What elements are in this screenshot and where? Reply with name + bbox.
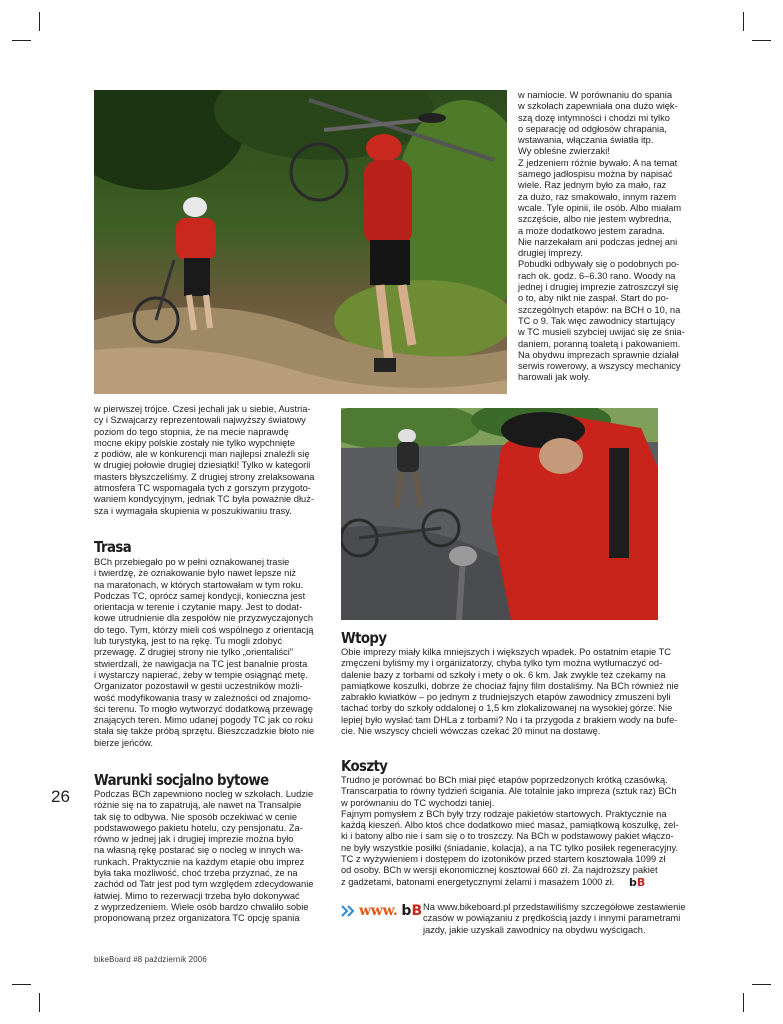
warunki-heading: Warunki socjalno bytowe xyxy=(94,771,269,789)
text-line: Podczas TC, oprócz samej kondycji, konieczna jest xyxy=(94,590,306,601)
text-line: równo w jednej jak i drugiej imprezie można było xyxy=(94,834,294,845)
text-line: szczęście, albo nie jestem wybredna, xyxy=(518,214,672,225)
koszty-end-logo: bB xyxy=(629,876,646,889)
crop-mark xyxy=(752,40,771,41)
text-line: pamiątkowe koszulki, dobrze że chociaż fajny film dostaliśmy. Na BCh również nie xyxy=(341,680,679,691)
text-line: przewagę. Z drugiej strony nie tylko „orientaliści” xyxy=(94,647,293,658)
text-line: cie. Nie wszyscy chcieli wówczas czekać 20 minut na dostawę. xyxy=(341,726,601,737)
text-line: Podczas BCh zapewniono nocleg w szkołach. Ludzie xyxy=(94,789,314,799)
text-line: daniem, poranną toaletą i pakowaniem. xyxy=(518,338,681,349)
text-line: i twierdzę, że oznakowanie było nawet lepsze niż xyxy=(94,568,297,579)
text-line: cy i Szwajcarzy reprezentowali najwyższy światowy xyxy=(94,415,306,426)
crop-mark xyxy=(39,993,40,1012)
text-line: szczególnych etapów: na BCH o 10, na xyxy=(518,304,681,315)
text-line: Na obydwu imprezach sprawnie działał xyxy=(518,349,679,360)
text-line: drugiej imprezy. xyxy=(518,248,583,259)
text-line: zabrakło kwiatków – po jednym z trudniejszych etapów zawodnicy zmuszeni byli xyxy=(341,692,671,703)
text-line: Pobudki odbywały się o podobnych po- xyxy=(518,259,680,270)
text-line: samego jadłospisu można by napisać xyxy=(518,169,673,180)
photo-muddy-rider-road xyxy=(341,408,658,620)
photo-riders-carrying-bikes xyxy=(94,90,507,394)
text-line: Trudno je porównać bo BCh miał pięć etapów poprzedzonych krótką czasówką. xyxy=(341,775,668,785)
top-right-column xyxy=(518,90,685,384)
text-line: za dużo, raz smakowało, innym razem xyxy=(518,191,677,202)
wtopy-body xyxy=(341,647,679,737)
text-line: o separację od odgłosów chrapania, xyxy=(518,123,667,134)
koszty-heading: Koszty xyxy=(341,757,388,775)
koszty-body xyxy=(341,775,678,888)
text-line: Z jedzeniem różnie bywało. A na temat xyxy=(518,157,678,168)
bikeboard-logo: bB xyxy=(401,903,423,919)
wtopy-heading: Wtopy xyxy=(341,629,387,647)
double-chevron-icon xyxy=(341,905,355,917)
crop-mark xyxy=(12,40,31,41)
text-line: ki i batony albo nie i sam się o to troszczy. Na BCh w podstawowy pakiet włączo- xyxy=(341,831,674,842)
text-line: na maratonach, w których startowałam w tym roku. xyxy=(94,579,304,590)
text-line: sza i wymagała skupienia w poszukiwaniu trasy. xyxy=(94,505,292,516)
text-line: proponowaną przez organizatora TC opcję spania xyxy=(94,913,300,924)
text-line: Transcarpatia to równy tydzień ścigania. Ale totalnie jako impreza (sztuk raz) BCh xyxy=(341,786,677,797)
text-line: tak się to odbywa. Nie sposób oczekiwać w cenie xyxy=(94,811,298,822)
text-line: lepiej było wysłać tam DHLa z torbami? No i ta przygoda z brakiem wody na bufe- xyxy=(341,714,678,725)
www-label: www. xyxy=(359,903,398,919)
text-line: masters błyszczeliśmy. Z drugiej strony zrelaksowana xyxy=(94,471,315,482)
crop-mark xyxy=(752,984,771,985)
text-line: z podiów, ale w konkurencji man najlepsi znaleźli się xyxy=(94,449,310,460)
text-line: Obie imprezy miały kilka mniejszych i większych wpadek. Po ostatnim etapie TC xyxy=(341,647,671,657)
text-line: TC z wyżywieniem i dostępem do izotoników przed startem kosztowała 1099 zł xyxy=(341,854,666,865)
text-line: w szkołach zapewniała ona dużo więk- xyxy=(518,101,678,112)
text-line: od osoby. BCh w wersji ekonomicznej kosztował 660 zł. Za najdroższy pakiet xyxy=(341,865,658,876)
text-line: waniem kondycyjnym, jednak TC była poważnie dłuż- xyxy=(94,494,314,505)
page-footer: bikeBoard #8 październik 2006 xyxy=(94,955,207,964)
text-line: zmęczeni byliśmy my i organizatorzy, chyba tylko tym można wytłumaczyć od- xyxy=(341,658,663,669)
text-line: znających teren. Mimo udanej pogody TC jak co roku xyxy=(94,715,313,726)
text-line: wiele. Raz jednym było za mało, raz xyxy=(518,180,667,191)
text-line: wcale. Tyle opinii, ile osób. Albo miałam xyxy=(518,202,682,213)
text-line: rach ok. godz. 6–6.30 rano. Woody na xyxy=(518,270,676,281)
crop-mark xyxy=(743,12,744,31)
text-line: ne były wszystkie posiłki (śniadanie, kolacja), a na TC tylko posiłek regeneracyjny. xyxy=(341,842,679,853)
text-line: jednej i drugiej imprezie zatroszczył się xyxy=(518,282,679,293)
text-line: lub turystyką, jest to na rękę. Tu mogli zdobyć xyxy=(94,636,283,647)
text-line: mocne ekipy polskie zostały nie tylko wypchnięte xyxy=(94,437,296,448)
text-line: była taka możliwość, choć trzeba przyznać, że na xyxy=(94,868,298,879)
text-line: o to, aby nikt nie zaspał. Start do po- xyxy=(518,293,669,304)
text-line: z gadżetami, batonami energetycznymi żelami i masażem 1000 zł. xyxy=(341,876,615,887)
text-line: dalenie bazy z torbami od szkoły i mety o ok. 6 km. Jak zwykle też czekamy na xyxy=(341,669,666,680)
text-line: zachód od Tatr jest pod tym względem zdecydowanie xyxy=(94,879,314,890)
text-line: na własną rękę postarać się o nocleg w innych wa- xyxy=(94,845,304,856)
page-number: 26 xyxy=(51,787,70,806)
text-line: TC o 9. Tak więc zawodnicy startujący xyxy=(518,315,675,326)
text-line: bierze jeńców. xyxy=(94,737,153,748)
warunki-body xyxy=(94,789,313,925)
text-line: łatwiej. Mimo to rezerwacji trzeba było dokonywać xyxy=(94,890,300,901)
text-line: runkach. Praktycznie na każdym etapie obu imprez xyxy=(94,856,305,867)
text-line: w TC musieli szybciej uwijać się ze śnia- xyxy=(518,327,685,338)
text-line: stwierdzali, że nawigacja na TC jest banalnie prosta xyxy=(94,658,308,669)
text-line: ści terenu. To mogło wytworzyć dodatkową przewagę xyxy=(94,703,313,714)
text-line: czasów w powiązaniu z prędkością jazdy i innymi parametrami xyxy=(423,913,681,924)
left-intro-paragraph xyxy=(94,404,314,517)
text-line: w drugiej połowie drugiej dziesiątki! Tylko w kategorii xyxy=(94,460,311,471)
text-line: wość modyfikowania trasy w zależności od znajomo- xyxy=(94,692,312,703)
text-line: różnie się na to zapatrują, ale nawet na Transalpie xyxy=(94,800,302,811)
text-line: i wystarczy napierać, żeby w tempie osiągnąć metę. xyxy=(94,669,308,680)
text-line: w porównaniu do TC wychodzi taniej. xyxy=(341,797,495,808)
text-line: z wyprzedzeniem. Wiele osób bardzo chwaliło sobie xyxy=(94,901,309,912)
text-line: Nie narzekałam ani podczas jednej ani xyxy=(518,236,678,247)
trasa-heading: Trasa xyxy=(94,538,132,556)
text-line: w namiocie. W porównaniu do spania xyxy=(518,90,672,100)
crop-mark xyxy=(39,12,40,31)
text-line: tachać torby do szkoły oddalonej o 1,5 km zlokalizowanej na wysokiej górze. Nie xyxy=(341,703,673,714)
text-line: każdą kieszeń. Albo ktoś chce dodatkowo mieć masaż, pamiątkową koszulkę, żel- xyxy=(341,820,679,831)
text-line: stała się także próbą sprzętu. Bieszczadzkie błoto nie xyxy=(94,726,315,737)
text-line: a może dodatkowo jestem zaradna. xyxy=(518,225,665,236)
text-line: do tego. Tym, którzy mieli coś wspólnego z orientacją xyxy=(94,624,314,635)
text-line: BCh przebiegało po w pełni oznakowanej trasie xyxy=(94,557,290,567)
crop-mark xyxy=(12,984,31,985)
text-line: poziom do tego stopnia, że na mecie naprawdę xyxy=(94,426,289,437)
text-line: serwis rowerowy, a wszyscy mechanicy xyxy=(518,361,681,372)
text-line: szą dozę intymności i chodzi mi tylko xyxy=(518,112,670,123)
crop-mark xyxy=(743,993,744,1012)
text-line: Na www.bikeboard.pl przedstawiliśmy szczegółowe zestawienie xyxy=(423,902,686,912)
text-line: wstawania, włączania światła itp. xyxy=(518,135,654,146)
text-line: podstawowego pakietu hotelu, czy pensjonatu. Za- xyxy=(94,822,303,833)
text-line: orientacja w terenie i czytanie mapy. Jest to dodat- xyxy=(94,602,303,613)
text-line: Wy obleśne zwierzaki! xyxy=(518,146,610,157)
text-line: jazdy, jakie uzyskali zawodnicy na obydwu wyścigach. xyxy=(423,924,646,935)
text-line: w pierwszej trójce. Czesi jechali jak u siebie, Austria- xyxy=(94,404,311,414)
text-line: atmosfera TC wspomagała tych z gorszym przygoto- xyxy=(94,483,311,494)
trasa-body xyxy=(94,557,314,749)
text-line: harowali jak woły. xyxy=(518,372,591,383)
text-line: kowe utrudnienie dla zespołów nie przyzwyczajonych xyxy=(94,613,314,624)
text-line: Organizator pozostawił w gestii uczestników możli- xyxy=(94,681,303,692)
text-line: Fajnym pomysłem z BCh były trzy rodzaje pakietów startowych. Praktycznie na xyxy=(341,808,667,819)
web-link-badge[interactable] xyxy=(341,902,422,920)
web-note-text xyxy=(423,902,686,936)
